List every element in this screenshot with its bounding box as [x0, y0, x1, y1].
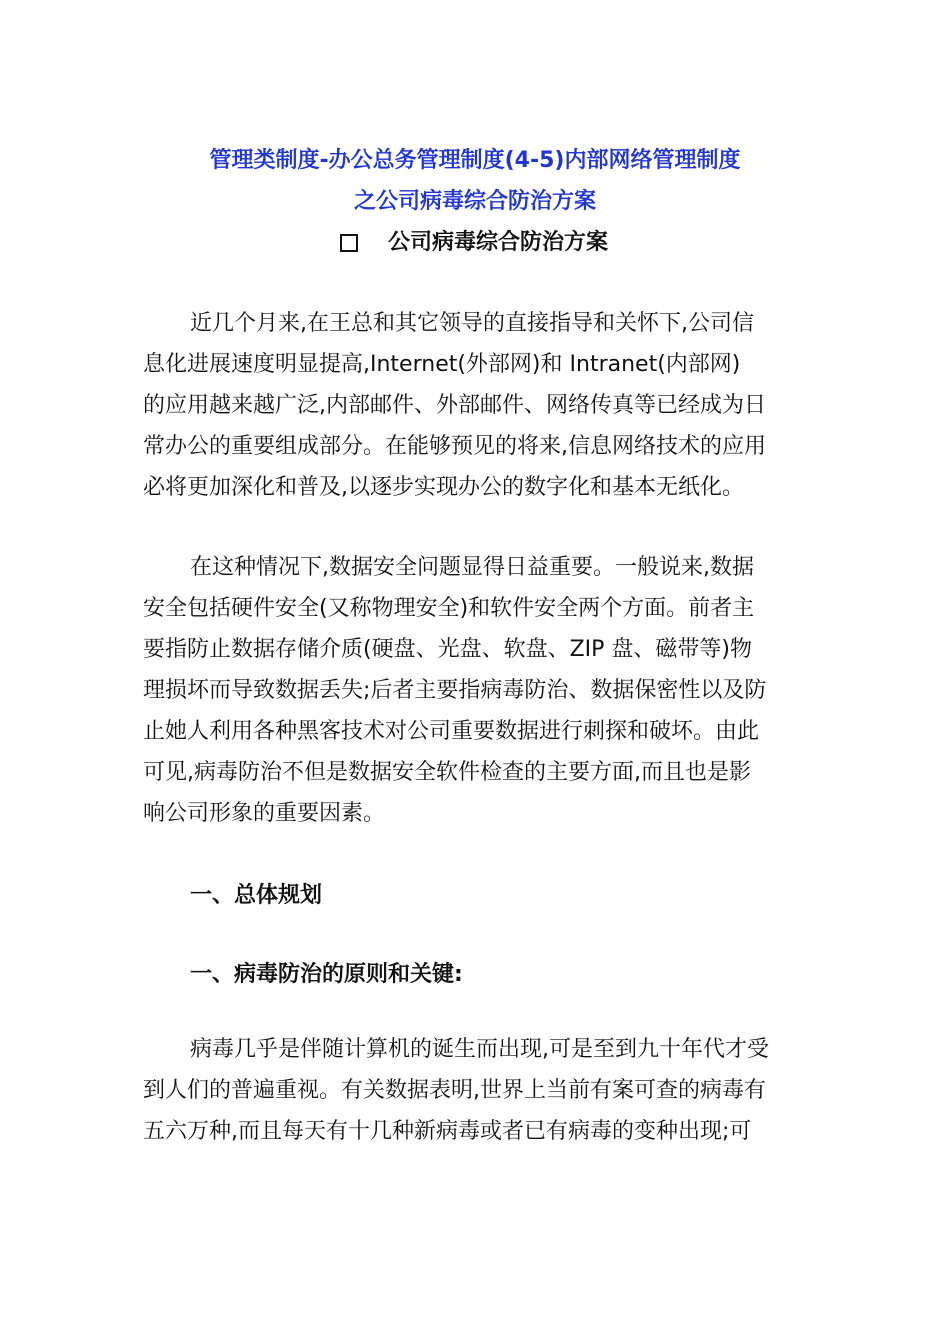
paragraph-line: 必将更加深化和普及,以逐步实现办公的数字化和基本无纸化。: [143, 475, 744, 500]
paragraph-line: 在这种情况下,数据安全问题显得日益重要。一般说来,数据: [190, 555, 754, 580]
paragraph-2: [143, 547, 808, 834]
paragraph-1: [143, 303, 808, 508]
document-title-line-1: 管理类制度-办公总务管理制度(4-5)内部网络管理制度: [209, 148, 741, 173]
paragraph-line: 响公司形象的重要因素。: [143, 801, 386, 826]
checkbox-square-icon: [340, 234, 358, 252]
paragraph-line: 常办公的重要组成部分。在能够预见的将来,信息网络技术的应用: [143, 434, 766, 459]
paragraph-line: 止她人利用各种黑客技术对公司重要数据进行刺探和破坏。由此: [143, 719, 760, 744]
paragraph-line: 到人们的普遍重视。有关数据表明,世界上当前有案可查的病毒有: [143, 1078, 766, 1103]
paragraph-line: 安全包括硬件安全(又称物理安全)和软件安全两个方面。前者主: [143, 596, 755, 621]
paragraph-line: 理损坏而导致数据丢失;后者主要指病毒防治、数据保密性以及防: [143, 678, 767, 703]
paragraph-line: 病毒几乎是伴随计算机的诞生而出现,可是至到九十年代才受: [190, 1037, 769, 1062]
paragraph-line: 近几个月来,在王总和其它领导的直接指导和关怀下,公司信: [190, 311, 754, 336]
paragraph-line: 的应用越来越广泛,内部邮件、外部邮件、网络传真等已经成为日: [143, 393, 766, 418]
paragraph-line: 五六万种,而且每天有十几种新病毒或者已有病毒的变种出现;可: [143, 1119, 752, 1144]
subtitle-row: [340, 229, 608, 257]
paragraph-line: 息化进展速度明显提高,Internet(外部网)和 Intranet(内部网): [143, 352, 741, 377]
paragraph-line: 要指防止数据存储介质(硬盘、光盘、软盘、ZIP 盘、磁带等)物: [143, 637, 752, 662]
section-heading-1: 一、总体规划: [190, 883, 323, 908]
paragraph-3: [143, 1029, 808, 1152]
document-title-line-2: 之公司病毒综合防治方案: [353, 189, 596, 214]
section-heading-2: 一、病毒防治的原则和关键:: [190, 962, 463, 987]
paragraph-line: 可见,病毒防治不但是数据安全软件检查的主要方面,而且也是影: [143, 760, 751, 785]
subtitle: 公司病毒综合防治方案: [388, 230, 609, 255]
